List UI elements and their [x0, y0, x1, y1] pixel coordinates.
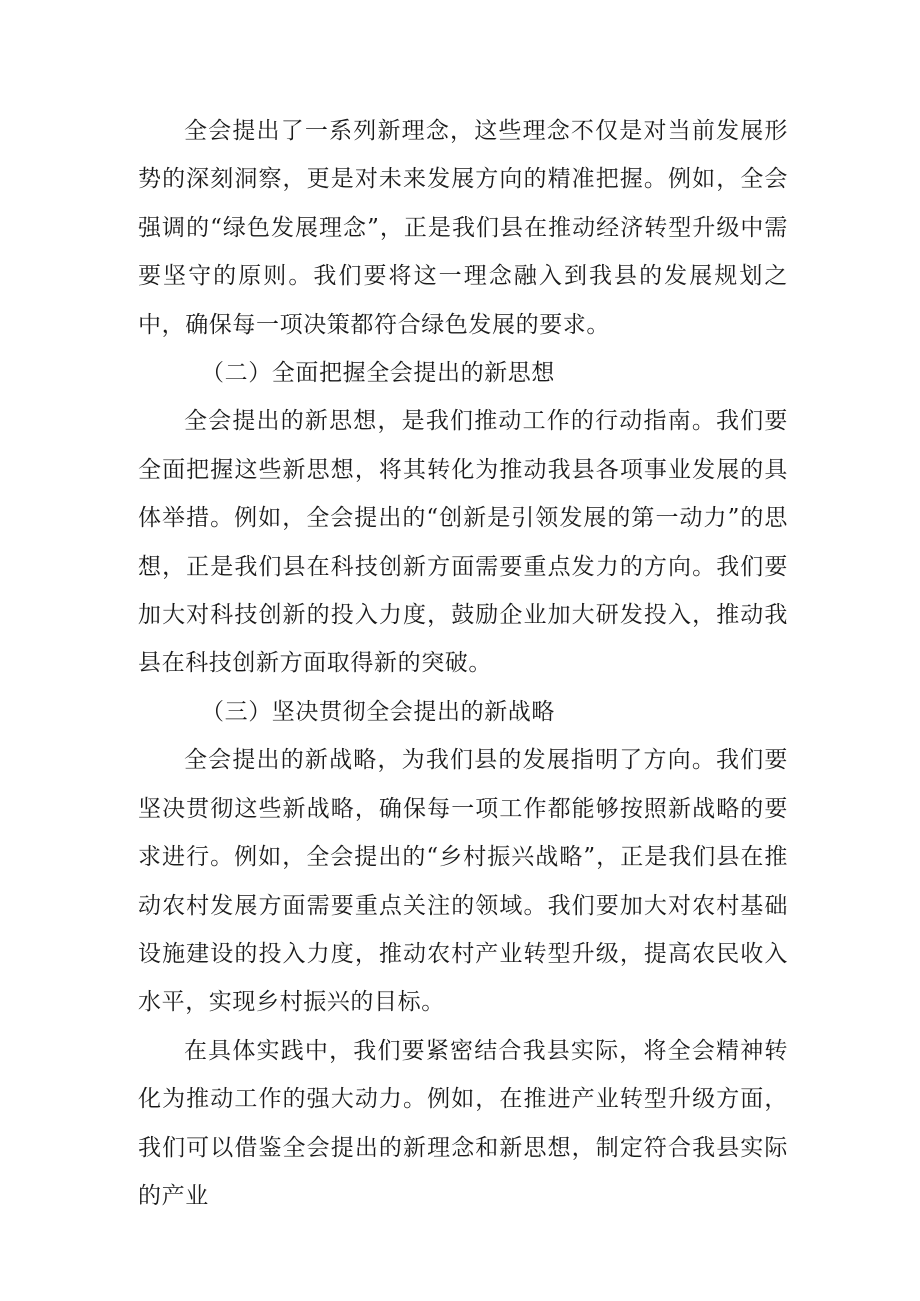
- document-body: [138, 107, 788, 1220]
- section-heading-new-strategies: （三）坚决贯彻全会提出的新战略: [201, 698, 555, 725]
- paragraph-new-strategies: 全会提出的新战略，为我们县的发展指明了方向。我们要坚决贯彻这些新战略，确保每一项工作都能够按照新战略的要求进行。例如，全会提出的“乡村振兴战略”，正是我们县在推动农村发展方面需要重点关注的领域。我们要加大对农村基础设施建设的投入力度，推动农村产业转型升级，提高农民收入水平，实现乡村振兴的目标。: [138, 747, 788, 1016]
- paragraph-new-concepts: 全会提出了一系列新理念，这些理念不仅是对当前发展形势的深刻洞察，更是对未来发展方向的精准把握。例如，全会强调的“绿色发展理念”，正是我们县在推动经济转型升级中需要坚守的原则。我们要将这一理念融入到我县的发展规划之中，确保每一项决策都符合绿色发展的要求。: [138, 118, 788, 338]
- paragraph-practice: 在具体实践中，我们要紧密结合我县实际，将全会精神转化为推动工作的强大动力。例如，在推进产业转型升级方面，我们可以借鉴全会提出的新理念和新思想，制定符合我县实际的产业: [138, 1037, 788, 1209]
- section-heading-new-thoughts: （二）全面把握全会提出的新思想: [201, 360, 555, 387]
- paragraph-new-thoughts: 全会提出的新思想，是我们推动工作的行动指南。我们要全面把握这些新思想，将其转化为推动我县各项事业发展的具体举措。例如，全会提出的“创新是引领发展的第一动力”的思想，正是我们县在科技创新方面需要重点发力的方向。我们要加大对科技创新的投入力度，鼓励企业加大研发投入，推动我县在科技创新方面取得新的突破。: [138, 408, 788, 677]
